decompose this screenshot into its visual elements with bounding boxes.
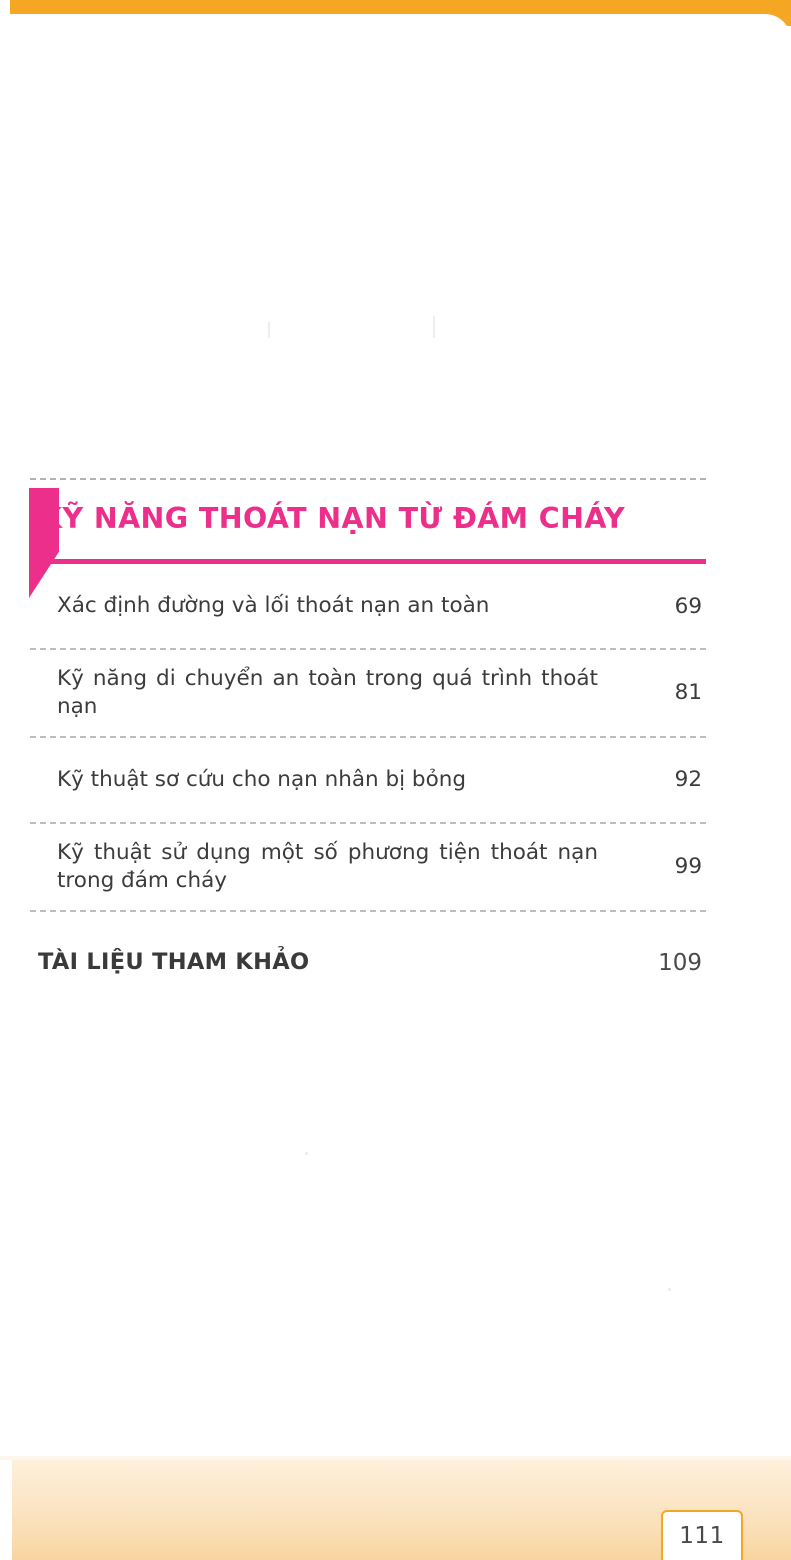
paper-speck <box>433 316 435 338</box>
section-header <box>30 480 706 545</box>
section-title: KỸ NĂNG THOÁT NẠN TỪ ĐÁM CHÁY <box>40 502 626 535</box>
toc-entry-label: Kỹ thuật sử dụng một số phương tiện thoát nạn trong đám cháy <box>57 839 598 893</box>
toc-entry-page: 92 <box>674 767 702 793</box>
toc-entry-label: Xác định đường và lối thoát nạn an toàn <box>57 593 490 619</box>
entry-divider <box>30 822 706 824</box>
toc-entry-page: 69 <box>674 593 702 619</box>
toc-entry[interactable] <box>30 650 706 736</box>
references-page: 109 <box>658 949 702 976</box>
toc-entry[interactable] <box>30 738 706 822</box>
left-page-edge <box>0 0 10 1560</box>
paper-speck <box>668 1288 671 1291</box>
references-label: TÀI LIỆU THAM KHẢO <box>38 949 310 976</box>
page-number: 111 <box>679 1523 725 1549</box>
toc-entry[interactable] <box>30 824 706 910</box>
page-number-badge <box>661 1510 743 1560</box>
bottom-left-page-edge <box>0 1460 12 1560</box>
entry-divider <box>30 910 706 912</box>
entry-divider <box>30 648 706 650</box>
toc-entry-label: Kỹ năng di chuyển an toàn trong quá trình thoát nạn <box>57 666 598 719</box>
entry-divider <box>30 736 706 738</box>
toc-entry[interactable] <box>30 564 706 648</box>
toc-entry-references[interactable] <box>30 912 706 1010</box>
toc-entry-page: 99 <box>674 854 702 880</box>
toc-entry-page: 81 <box>674 680 702 706</box>
table-of-contents <box>30 478 706 1010</box>
paper-speck <box>305 1152 308 1155</box>
top-band-curve <box>0 14 791 48</box>
paper-speck <box>268 322 270 338</box>
toc-entry-label: Kỹ thuật sơ cứu cho nạn nhân bị bỏng <box>57 766 466 792</box>
